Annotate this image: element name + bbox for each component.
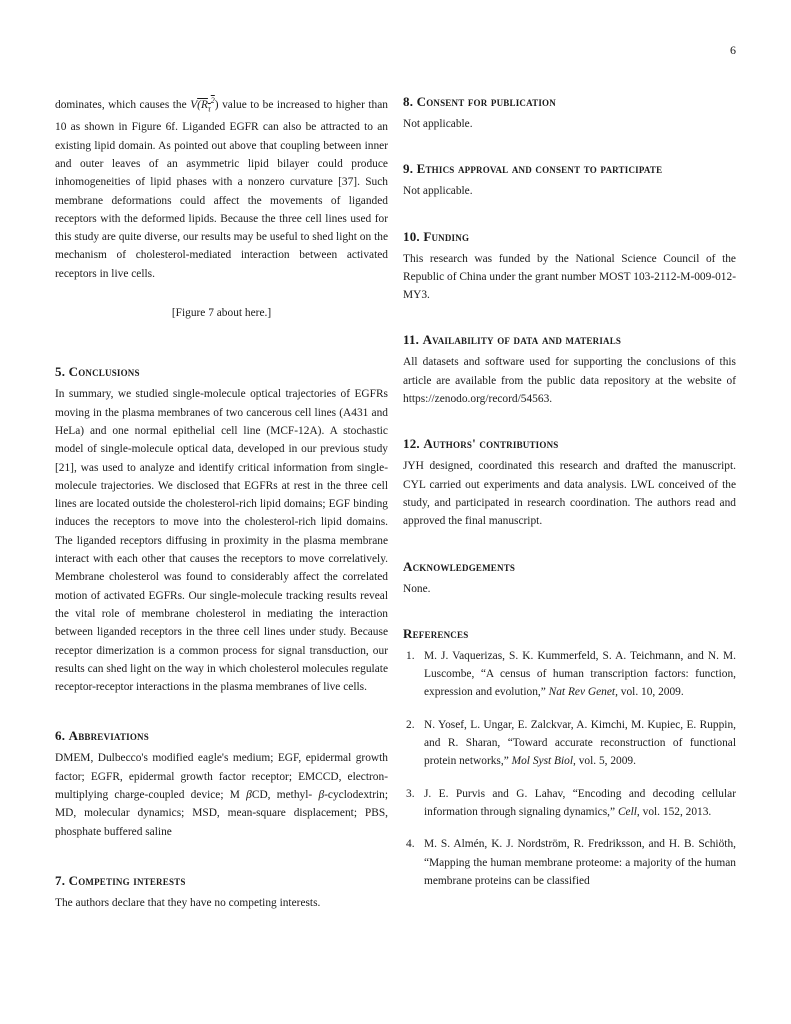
conclusions-body: In summary, we studied single-molecule optical trajectories of EGFRs moving in the plasma membranes of two cancerous cell lines (A431 and HeLa) and one normal epithelial cell line (MCF-12A). A stochastic model of single-molecule optical data, developed in our previous study [21], was used to analyze and identify critical information from single-molecule trajectories. We disclosed that EGFRs at rest in the three cell lines are located outside the cholesterol-rich lipid domains; EGF binding induces the receptors to move into the cholesterol-rich lipid domains. The liganded receptors diffusing in proximity in the plasma membrane interact with each other that causes the receptors to move correlatively. Membrane cholesterol was found to considerably affect the correlated motion of activated EGFRs. Our single-molecule tracking results reveal the vital role of membrane cholesterol in mediating the interaction between liganded receptors in the three cell lines under study. Because receptor dimerization is a common process for signal transduction, our results can shed light on the way in which cholesterol molecules regulate receptor-receptor interactions in the plasma membranes of live cells. — [55, 388, 388, 694]
availability-heading: 11. Availability of data and materials — [403, 332, 622, 348]
reference-item: 3. J. E. Purvis and G. Lahav, “Encoding and decoding cellular information through signaling dynamics,” Cell, vol. 152, 2013. — [406, 787, 736, 818]
acknowledgements-heading: Acknowledgements — [403, 558, 516, 574]
competing-body: The authors declare that they have no competing interests. — [55, 896, 321, 909]
math-r-tau: ($R_\tau^2$ — [197, 96, 215, 114]
competing-heading: 7. Competing interests — [55, 872, 186, 888]
ethics-heading: 9. Ethics approval and consent to participate — [403, 161, 663, 177]
references-list — [403, 647, 736, 890]
left-column — [55, 92, 388, 912]
consent-heading: 8. Consent for publication — [403, 94, 556, 109]
reference-item: 4. M. S. Almén, K. J. Nordström, R. Fredriksson, and H. B. Schiöth, “Mapping the human membrane proteome: a majority of the human membrane proteins can be classified — [406, 838, 736, 887]
page-number: 6 — [730, 43, 736, 57]
section-funding — [403, 227, 736, 305]
consent-body: Not applicable. — [403, 118, 473, 130]
section-acknowledgements — [403, 557, 736, 598]
intro-text-end: value to be increased to higher than 10 as shown in Figure 6f. Liganded EGFR can also be attracted to an existing lipid domain. As pointed out above that coupling between inner and outer leaves of an asymmetric lipid bilayer could produce inhomogeneities of lipid phases with a nonzero curvature [37]. Such membrane deformations could affect the movements of liganded receptors with the deformed lipids. Because the three cell lines used for this study are quite diverse, our results may be useful to shed light on the mechanism of cholesterol-mediated interaction between activated receptors in live cells. — [55, 98, 388, 280]
math-close: ) — [214, 98, 219, 111]
section-consent — [403, 92, 736, 133]
intro-paragraph — [55, 92, 388, 283]
reference-item: 1. M. J. Vaquerizas, S. K. Kummerfeld, S. A. Teichmann, and N. M. Luscombe, “A census of human transcription factors: function, expression and evolution,” Nat Rev Genet, vol. 10, 2009. — [406, 649, 736, 699]
references-heading: References — [403, 625, 469, 641]
acknowledgements-body: None. — [403, 582, 431, 595]
intro-text-start: dominates, which causes the — [55, 98, 191, 111]
ethics-body: Not applicable. — [403, 185, 473, 198]
funding-body: This research was funded by the National Science Council of the Republic of China under the grant number MOST 103-2112-M-009-012-MY3. — [403, 252, 736, 302]
right-column — [403, 92, 736, 890]
section-competing-interests — [55, 871, 388, 912]
abbreviations-heading: 6. Abbreviations — [55, 728, 149, 744]
section-conclusions — [55, 362, 388, 696]
section-references — [403, 624, 736, 890]
section-availability — [403, 330, 736, 408]
math-v: V — [190, 98, 198, 111]
funding-heading: 10. Funding — [403, 228, 470, 244]
availability-body: All datasets and software used for supporting the conclusions of this article are available from the public data repository at the website of https://zenodo.org/record/54563. — [403, 356, 736, 406]
contributions-body: JYH designed, coordinated this research and drafted the manuscript. CYL carried out experiments and data analysis. LWL conceived of the study, and participated in research coordination. The authors read and approved the final manuscript. — [403, 460, 736, 528]
contributions-heading: 12. Authors' contributions — [403, 436, 559, 452]
abbreviations-body: DMEM, Dulbecco's modified eagle's medium; EGF, epidermal growth factor; EGFR, epidermal growth factor receptor; EMCCD, electron-multiplying charge-coupled device; M βCD, methyl- β-cyclodextrin; MD, molecular dynamics; MSD, mean-square displacement; PBS, phosphate buffered saline — [55, 752, 389, 838]
section-ethics — [403, 159, 736, 200]
conclusions-heading: 5. Conclusions — [55, 364, 140, 380]
section-abbreviations — [55, 726, 388, 840]
figure-placeholder: [Figure 7 about here.] — [171, 307, 272, 320]
reference-item: 2. N. Yosef, L. Ungar, E. Zalckvar, A. Kimchi, M. Kupiec, E. Ruppin, and R. Sharan, “Toward accurate reconstruction of functional protein networks,” Mol Syst Biol, vol. 5, 2009. — [406, 718, 736, 768]
section-contributions — [403, 434, 736, 530]
